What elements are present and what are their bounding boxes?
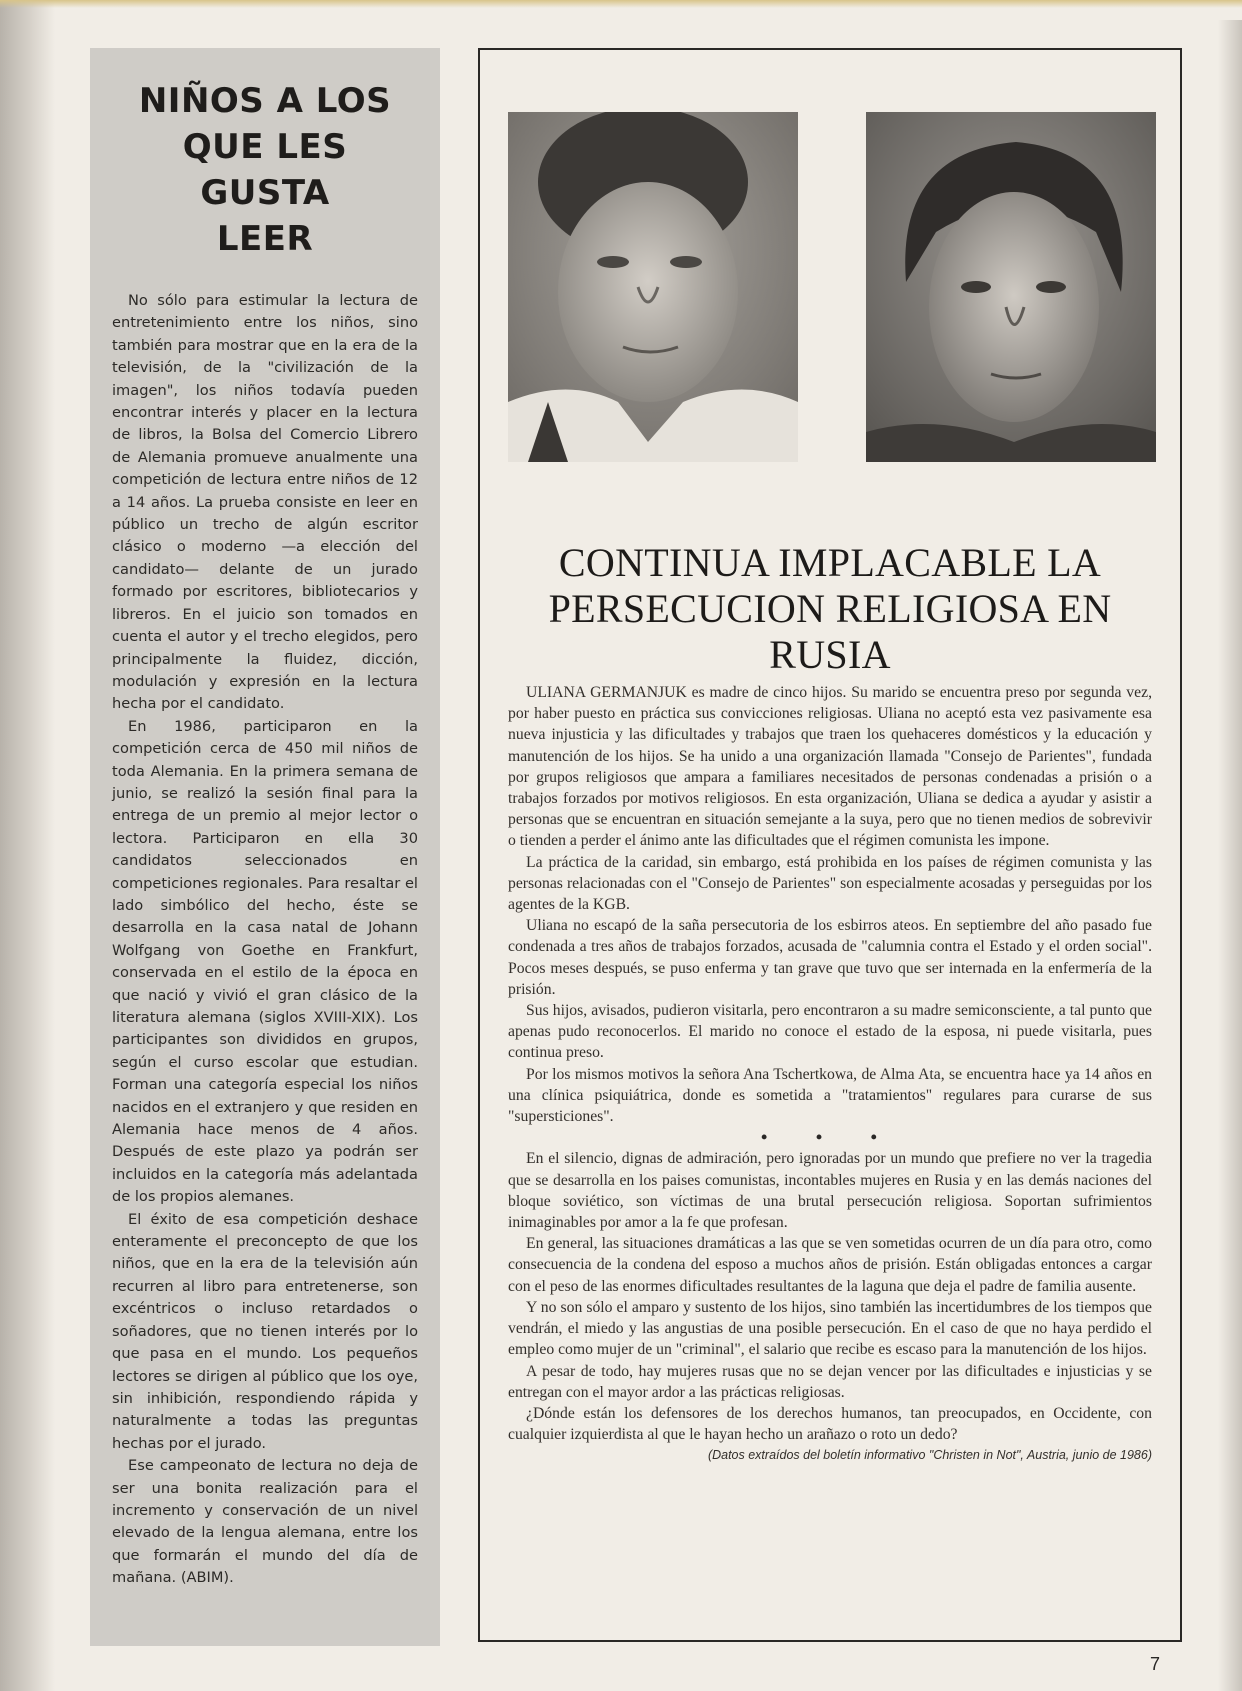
page-edge-top <box>0 0 1242 8</box>
portrait-image <box>866 112 1156 462</box>
sidebar-paragraph: No sólo para estimular la lectura de entretenimiento entre los niños, sino también para mostrar que en la era de la televisión, de la "civilización de la imagen", los niños todavía pueden encontrar interés y placer en la lectura de libros, la Bolsa del Comercio Librero de Alemania promueve anualmente una competición de lectura entre niños de 12 a 14 años. La prueba consiste en leer en público un trecho de algún escritor clásico o moderno —a elección del candidato— delante de un jurado formado por escritores, bibliotecarios y libreros. En el juicio son tomados en cuenta el autor y el trecho elegidos, pero principalmente la fluidez, dicción, modulación y expresión en la lectura hecha por el candidato. <box>112 292 418 713</box>
article-title-line: CONTINUA IMPLACABLE LA <box>558 540 1102 585</box>
article-paragraph: Sus hijos, avisados, pudieron visitarla, pero encontraron a su madre semiconsciente, a tal punto que apenas pudo reconocerlos. El marido no conoce el estado de la esposa, ni puede visitarla, pues continua preso. <box>508 1002 1152 1062</box>
sidebar-paragraph: Ese campeonato de lectura no deja de ser una bonita realización para el incremento y conservación de un nivel elevado de la lengua alemana, entre los que formarán el mundo del día de mañana. (ABIM). <box>112 1457 418 1587</box>
article-paragraph: En el silencio, dignas de admiración, pero ignoradas por un mundo que prefiere no ver la tragedia que se desarrolla en los paises comunistas, incontables mujeres en Rusia y en las demás naciones del bloque soviético, son víctimas de una brutal persecución religiosa. Soportan sufrimientos inimaginables por amor a la fe que profesan. <box>508 1150 1152 1232</box>
portrait-photo-right <box>866 112 1156 462</box>
sidebar-title-line: QUE LES GUSTA <box>182 127 348 213</box>
article-paragraph: Por los mismos motivos la señora Ana Tschertkowa, de Alma Ata, se encuentra hace ya 14 años en una clínica psiquiátrica, donde es sometida a "tratamientos" regulares para curarse de sus "supersticiones". <box>508 1065 1152 1126</box>
portrait-image <box>508 112 798 462</box>
article-paragraph: La práctica de la caridad, sin embargo, está prohibida en los países de régimen comunista y las personas relacionadas con el "Consejo de Parientes" son especialmente acosadas y perseguidas por los agentes de la KGB. <box>508 853 1152 914</box>
sidebar-title <box>112 78 418 262</box>
main-article <box>478 48 1182 1642</box>
section-separator: • • • <box>761 1127 899 1148</box>
article-paragraph: ¿Dónde están los defensores de los derechos humanos, tan preocupados, en Occidente, con cualquier izquierdista al que le hayan hecho un arañazo o roto un dedo? <box>508 1404 1152 1444</box>
article-title-line: PERSECUCION RELIGIOSA EN <box>548 586 1112 631</box>
page-number: 7 <box>1150 1654 1161 1674</box>
article-source: (Datos extraídos del boletín informativo "Christen in Not", Austria, junio de 1986) <box>707 1448 1152 1463</box>
sidebar-paragraph: En 1986, participaron en la competición cerca de 450 mil niños de toda Alemania. En la primera semana de junio, se realizó la sesión final para la entrega de un premio al mejor lector o lectora. Participaron en ella 30 candidatos seleccionados en competiciones regionales. Para resaltar el lado simbólico del hecho, éste se desarrolla en la casa natal de Johann Wolfgang von Goethe en Frankfurt, conservada en el estilo de la época en que nació y vivió el gran clásico de la literatura alemana (siglos XVIII-XIX). Los participantes son divididos en grupos, según el curso escolar que estudian. Forman una categoría especial los niños nacidos en el extranjero y que residen en Alemania hace menos de 4 años. Después de este plazo ya podrán ser incluidos en la categoría más adelantada de los propios alemanes. <box>112 717 418 1206</box>
portrait-photo-left <box>508 112 798 462</box>
article-title-line: RUSIA <box>769 632 891 677</box>
page-shadow-left <box>0 0 55 1691</box>
article-body <box>508 682 1152 1467</box>
sidebar-paragraph: El éxito de esa competición deshace enteramente el preconcepto de que los niños, que en la era de la televisión aún recurren al libro para entretenerse, son excéntricos o incluso retardados o soñadores, que no tienen interés por lo que pasa en el mundo. Los pequeños lectores se dirigen al público que los oye, sin inhibición, respondiendo rápida y naturalmente a todas las preguntas hechas por el jurado. <box>112 1210 418 1452</box>
article-paragraph: ULIANA GERMANJUK es madre de cinco hijos. Su marido se encuentra preso por segunda vez, por haber puesto en práctica sus convicciones religiosas. Uliana no aceptó esta vez pasivamente esa nueva injusticia y las dificultades y trabajos que traen los quehaceres domésticos y la educación y manutención de los hijos. Se ha unido a una organización llamada "Consejo de Parientes", fundada por grupos religiosos que ampara a familiares necesitados de personas condenadas a prisión o a trabajos forzados por motivos religiosos. En esta organización, Uliana se dedica a ayudar y asistir a personas que se encuentran en situación semejante a la suya, pero que no tienen medios de sobrevivir o tienden a perder el ánimo ante las dificultades que el régimen comunista les impone. <box>508 684 1152 850</box>
sidebar-title-line: LEER <box>216 219 314 259</box>
article-paragraph: A pesar de todo, hay mujeres rusas que no se dejan vencer por las dificultades e injusticias y se entregan con el mayor ardor a las prácticas religiosas. <box>508 1362 1152 1401</box>
sidebar-article <box>90 48 440 1646</box>
article-paragraph: Y no son sólo el amparo y sustento de los hijos, sino también las incertidumbres de los tiempos que vendrán, el miedo y las angustias de una posible persecución. En el caso de que no haya perdido el empleo como mujer de un "criminal", el salario que recibe es escaso para la manutención de los hijos. <box>508 1298 1152 1359</box>
article-paragraph: En general, las situaciones dramáticas a las que se ven sometidas ocurren de un día para otro, como consecuencia de la condena del esposo a muchos años de prisión. Están obligadas entonces a cargar con el peso de las enormes dificultades resultantes de la laguna que deja el padre de familia ausente. <box>508 1235 1152 1295</box>
sidebar-title-line: NIÑOS A LOS <box>138 81 392 121</box>
article-title <box>490 540 1170 678</box>
article-paragraph: Uliana no escapó de la saña persecutoria de los esbirros ateos. En septiembre del año pasado fue condenada a tres años de trabajos forzados, acusada de "calumnia contra el Estado y el orden social". Pocos meses después, se puso enferma y tan grave que tuvo que ser internada en la enfermería de la prisión. <box>508 917 1152 998</box>
page-shadow-right <box>1218 20 1242 1691</box>
